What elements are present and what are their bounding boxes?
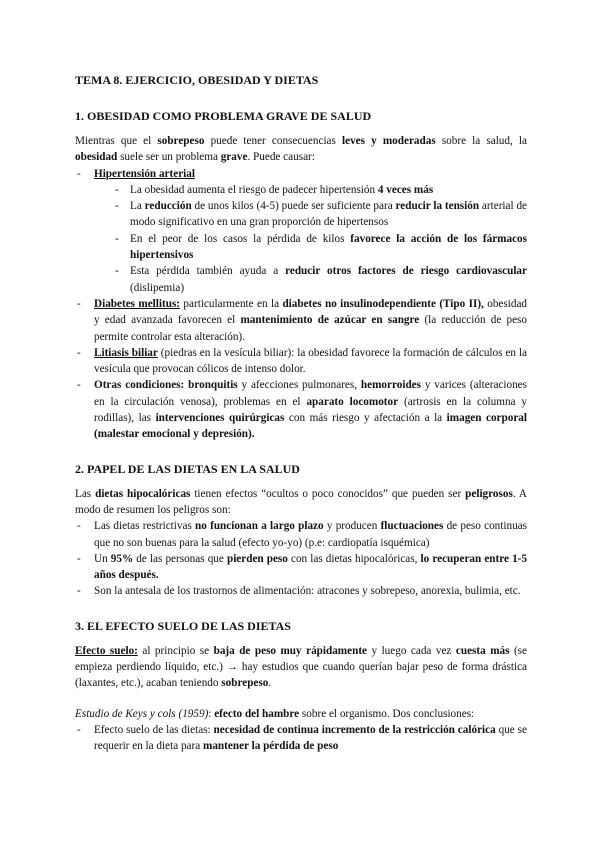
section-1-list [75,166,527,443]
list-item: - Un 95% de las personas que pierden peso con las dietas hipocalóricas, lo recuperan entre 1-5 años después. [75,551,527,584]
list-item: - Son la antesala de los trastornos de alimentación: atracones y sobrepeso, anorexia, bulimia, etc. [75,583,527,599]
list-item: - Efecto suelo de las dietas: necesidad de continua incremento de la restricción calórica que se requerir en la dieta para mantener la pérdida de peso [75,722,527,755]
section-3-heading: 3. EL EFECTO SUELO DE LAS DIETAS [75,618,291,633]
sub-item: - La reducción de unos kilos (4-5) puede ser suficiente para reducir la tensión arterial de modo significativo en una gran proporción de hipertensos [115,198,527,231]
list-item: - Las dietas restrictivas no funcionan a largo plazo y producen fluctuaciones de peso continuas que no son buenas para la salud (efecto yo-yo) (p.e: cardiopatía isquémica) [75,518,527,551]
section-1-heading: 1. OBESIDAD COMO PROBLEMA GRAVE DE SALUD [75,109,372,123]
sub-item: - En el peor de los casos la pérdida de kilos favorece la acción de los fármacos hipertensivos [115,231,527,264]
sub-item: - Esta pérdida también ayuda a reducir otros factores de riesgo cardiovascular (dislipemia) [115,263,527,296]
section-2-intro: Las dietas hipocalóricas tienen efectos “ocultos o poco conocidos” que pueden ser peligrosos. A modo de resumen los peligros son: [75,487,527,516]
section-3-paragraph-2: Estudio de Keys y cols (1959): efecto del hambre sobre el organismo. Dos conclusiones: [75,707,475,720]
section-2-heading: 2. PAPEL DE LAS DIETAS EN LA SALUD [75,461,300,476]
section-3-paragraph-1: Efecto suelo: al principio se baja de peso muy rápidamente y luego cada vez cuesta más (se empieza perdiendo líquido, etc.) → hay estudios que cuando querían bajar peso de forma drástica (laxantes, etc.), acaban teniendo sobrepeso. [75,644,527,690]
sub-item: - La obesidad aumenta el riesgo de padecer hipertensión 4 veces más [115,182,527,198]
document-title: TEMA 8. EJERCICIO, OBESIDAD Y DIETAS [75,73,319,87]
list-item-litiasis: - Litiasis biliar (piedras en la vesícula biliar): la obesidad favorece la formación de cálculos en la vesícula que provocan cólicos de intenso dolor. [75,345,527,378]
hipertension-sublist [115,182,527,296]
section-1-intro: Mientras que el sobrepeso puede tener consecuencias leves y moderadas sobre la salud, la obesidad suele ser un problema grave. Puede causar: [75,135,527,164]
document-content [75,72,527,755]
section-3-list [75,722,527,755]
section-2-list [75,518,527,599]
list-item-hipertension: - Hipertensión arterial - La obesidad aumenta el riesgo de padecer hipertensión 4 veces más - La reducción de unos kilos (4-5) puede ser suficiente para reducir la tensión arterial de modo significativo en una gran proporción de hipertensos - En el peor de los casos la pérdida de kilos favorece la acción de los fármacos hipertensivos - Esta pérdida también ayuda a reducir otros factores de riesgo cardiovascular (dislipemia) [75,166,527,296]
list-item-otras: - Otras condiciones: bronquitis y afecciones pulmonares, hemorroides y varices (alteraciones en la circulación venosa), problemas en el aparato locomotor (artrosis en la columna y rodillas), las intervenciones quirúrgicas con más riesgo y afectación a la imagen corporal (malestar emocional y depresión). [75,377,527,442]
list-item-diabetes: - Diabetes mellitus: particularmente en la diabetes no insulinodependiente (Tipo II), obesidad y edad avanzada favorecen el mantenimiento de azúcar en sangre (la reducción de peso permite controlar esta alteración). [75,296,527,345]
